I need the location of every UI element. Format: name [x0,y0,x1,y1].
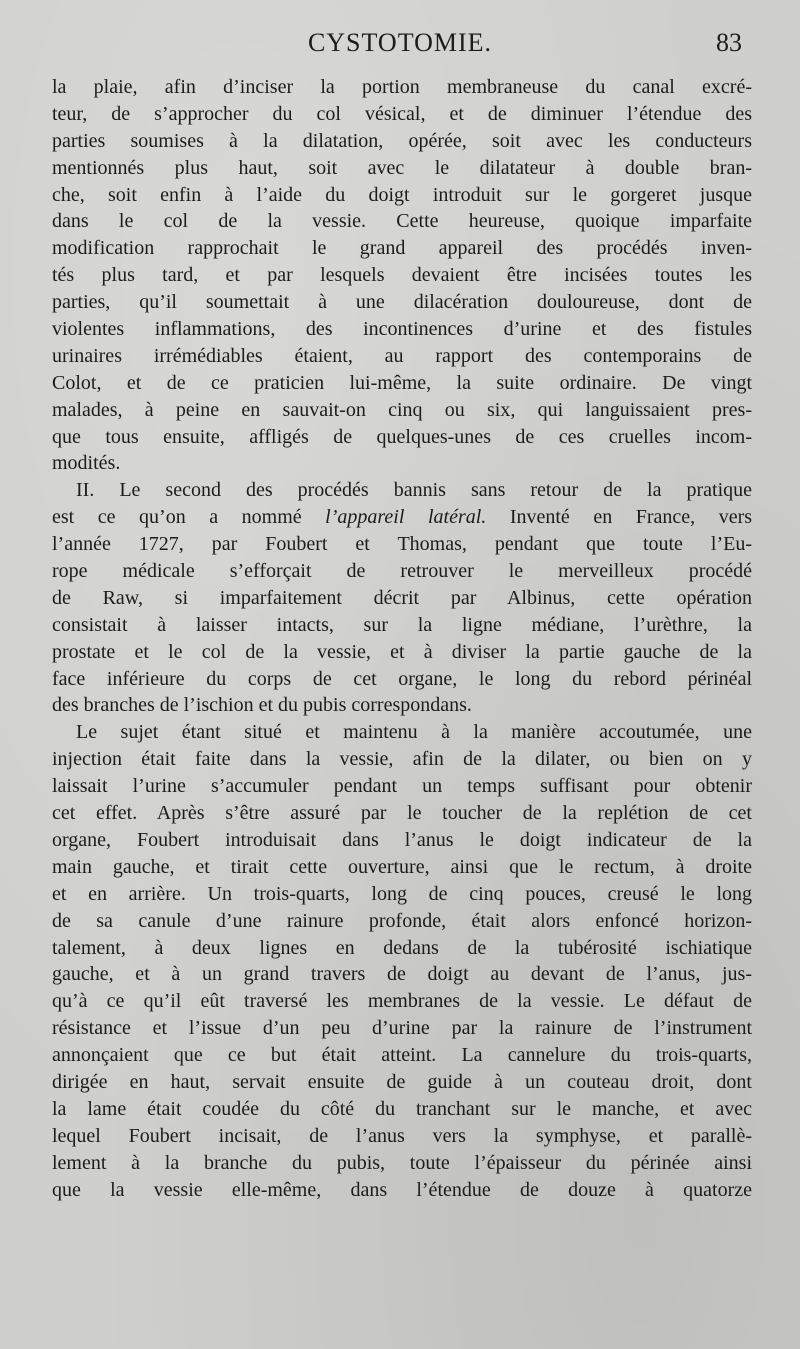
text-line: qu’à ce qu’il eût traversé les membranes de la vessie. Le défaut de [52,990,752,1013]
text-line: parties soumises à la dilatation, opérée, soit avec les conducteurs [52,129,752,152]
text-line: II. Le second des procédés bannis sans retour de la pratique [76,479,752,502]
text-line: modités. [52,452,121,475]
text-segment: est ce qu’on a nommé [52,506,326,529]
text-line: laissait l’urine s’accumuler pendant un temps suffisant pour obtenir [52,775,752,798]
text-line [52,504,752,531]
text-line: lequel Foubert incisait, de l’anus vers la symphyse, et parallè- [52,1124,752,1147]
text-line: annonçaient que ce but était atteint. La cannelure du trois-quarts, [52,1044,752,1067]
text-line: que tous ensuite, affligés de quelques-unes de ces cruelles incom- [52,425,752,448]
text-line: de Raw, si imparfaitement décrit par Albinus, cette opération [52,586,752,609]
text-line: mentionnés plus haut, soit avec le dilatateur à double bran- [52,156,752,179]
text-line: face inférieure du corps de cet organe, le long du rebord périnéal [52,667,752,690]
text-line: que la vessie elle-même, dans l’étendue de douze à quatorze [52,1178,752,1201]
text-line: modification rapprochait le grand appareil des procédés inven- [52,237,752,260]
text-line: dans le col de la vessie. Cette heureuse, quoique imparfaite [52,210,752,233]
text-line: de sa canule d’une rainure profonde, était alors enfoncé horizon- [52,909,752,932]
running-title: CYSTOTOMIE. [307,28,493,57]
text-line: l’année 1727, par Foubert et Thomas, pendant que toute l’Eu- [52,533,752,556]
text-segment: Inventé en France, vers [486,506,753,529]
text-line: Colot, et de ce praticien lui-même, la suite ordinaire. De vingt [52,371,752,394]
page-number: 83 [716,28,742,57]
text-line: urinaires irrémédiables étaient, au rapport des contemporains de [52,344,752,367]
text-line: Le sujet étant situé et maintenu à la manière accoutumée, une [76,721,752,744]
text-line: organe, Foubert introduisait dans l’anus le doigt indicateur de la [52,828,752,851]
text-line: che, soit enfin à l’aide du doigt introduit sur le gorgeret jusque [52,183,752,206]
text-line: la plaie, afin d’inciser la portion membraneuse du canal excré- [52,76,752,98]
text-line: parties, qu’il soumettait à une dilacération douloureuse, dont de [52,291,752,314]
text-line: des branches de l’ischion et du pubis correspondans. [52,694,472,717]
text-line: lement à la branche du pubis, toute l’épaisseur du périnée ainsi [52,1151,752,1174]
text-line: dirigée en haut, servait ensuite de guide à un couteau droit, dont [52,1070,752,1093]
text-line: teur, de s’approcher du col vésical, et de diminuer l’étendue des [52,102,752,125]
text-line: tés plus tard, et par lesquels devaient être incisées toutes les [52,264,752,287]
text-line: talement, à deux lignes en dedans de la tubérosité ischiatique [52,936,752,959]
text-line: malades, à peine en sauvait-on cinq ou six, qui languissaient pres- [52,398,752,421]
body-text [52,74,752,1203]
text-line: injection était faite dans la vessie, afin de la dilater, ou bien on y [52,748,752,771]
text-line: rope médicale s’efforçait de retrouver le merveilleux procédé [52,560,752,583]
text-line: gauche, et à un grand travers de doigt au devant de l’anus, jus- [52,963,752,986]
italic-term: l’appareil latéral. [325,506,487,529]
text-line: violentes inflammations, des incontinences d’urine et des fistules [52,318,752,341]
text-line: consistait à laisser intacts, sur la ligne médiane, l’urèthre, la [52,613,752,636]
text-line: cet effet. Après s’être assuré par le toucher de la replétion de cet [52,802,752,825]
text-line: résistance et l’issue d’un peu d’urine par la rainure de l’instrument [52,1017,752,1040]
text-line: et en arrière. Un trois-quarts, long de cinq pouces, creusé le long [52,882,752,905]
text-line: prostate et le col de la vessie, et à diviser la partie gauche de la [52,640,752,663]
text-line: la lame était coudée du côté du tranchant sur le manche, et avec [52,1097,752,1120]
page-header [50,28,750,68]
text-line: main gauche, et tirait cette ouverture, ainsi que le rectum, à droite [52,855,752,878]
